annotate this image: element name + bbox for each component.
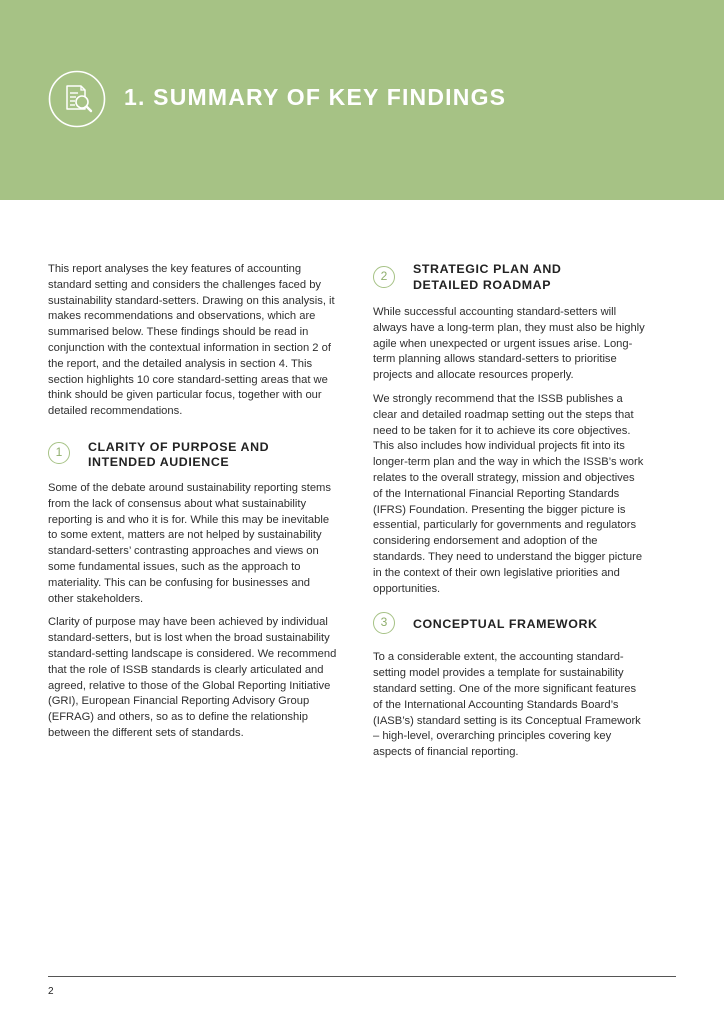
footer-divider bbox=[48, 976, 676, 977]
document-magnifier-icon bbox=[48, 70, 106, 128]
section-number-badge: 3 bbox=[373, 612, 395, 634]
section-1-paragraph-2: Clarity of purpose may have been achieved by individual standard-setters, but is lost when the broad sustainability standard-setting landscape is considered. We recommend that the role of ISSB standards is clearly articulated and agreed, relative to those of the Global Reporting Initiative (GRI), European Financial Reporting Advisory Group (EFRAG) and others, so as to define the relationship between the different sets of standards. bbox=[48, 616, 337, 739]
left-column bbox=[48, 262, 338, 750]
section-number-badge: 1 bbox=[48, 442, 70, 464]
section-title: CONCEPTUAL FRAMEWORK bbox=[413, 617, 598, 632]
intro-paragraph: This report analyses the key features of accounting standard setting and considers the challenges faced by sustainability standard-setters. Drawing on this analysis, it makes recommendations and observations, which are summarised below. These findings should be read in conjunction with the contextual information in section 2 of the report, and the detailed analysis in section 4. This section highlights 10 core standard-setting areas that we think should be given particular focus, together with our detailed recommendations. bbox=[48, 263, 335, 418]
section-2-heading bbox=[373, 262, 645, 298]
section-2-paragraph-1: While successful accounting standard-setters will always have a long-term plan, they must also be highly agile when unexpected or urgent issues arise. Long-term planning allows standard-setters to prioritise projects and allocate resources properly. bbox=[373, 306, 645, 382]
section-title: CLARITY OF PURPOSE AND INTENDED AUDIENCE bbox=[88, 439, 270, 470]
page-title: 1. SUMMARY OF KEY FINDINGS bbox=[124, 84, 507, 110]
header-banner bbox=[0, 0, 724, 200]
section-2-paragraph-2: We strongly recommend that the ISSB publishes a clear and detailed roadmap setting out the steps that need to be taken for it to achieve its core objectives. This also includes how individual projects fit into its longer-term plan and the way in which the ISSB’s work relates to the overall strategy, mission and objectives of the International Financial Reporting Standards (IFRS) Foundation. Presenting the bigger picture is essential, particularly for governments and regulators considering endorsement and adoption of the standards. They need to understand the bigger picture in the context of their own legislative priorities and opportunities. bbox=[373, 392, 644, 595]
section-1-heading bbox=[48, 440, 338, 474]
section-3-heading bbox=[373, 615, 645, 643]
section-title: STRATEGIC PLAN AND DETAILED ROADMAP bbox=[413, 262, 562, 292]
section-number-badge: 2 bbox=[373, 266, 395, 288]
page-number: 2 bbox=[48, 986, 54, 997]
right-column bbox=[373, 262, 645, 769]
section-1-paragraph-1: Some of the debate around sustainability reporting stems from the lack of consensus about what sustainability reporting is and who it is for. While this may be inevitable to some extent, matters are not helped by sustainability standard-setters’ contrasting approaches and views on some fundamental issues, such as the approach to materiality. This can be confusing for businesses and other stakeholders. bbox=[48, 481, 331, 605]
section-3-paragraph-1: To a considerable extent, the accounting standard-setting model provides a template for sustainability standard setting. One of the more significant features of the International Accounting Standards Board’s (IASB’s) standard setting is its Conceptual Framework – high-level, overarching principles covering key aspects of financial reporting. bbox=[373, 651, 641, 759]
